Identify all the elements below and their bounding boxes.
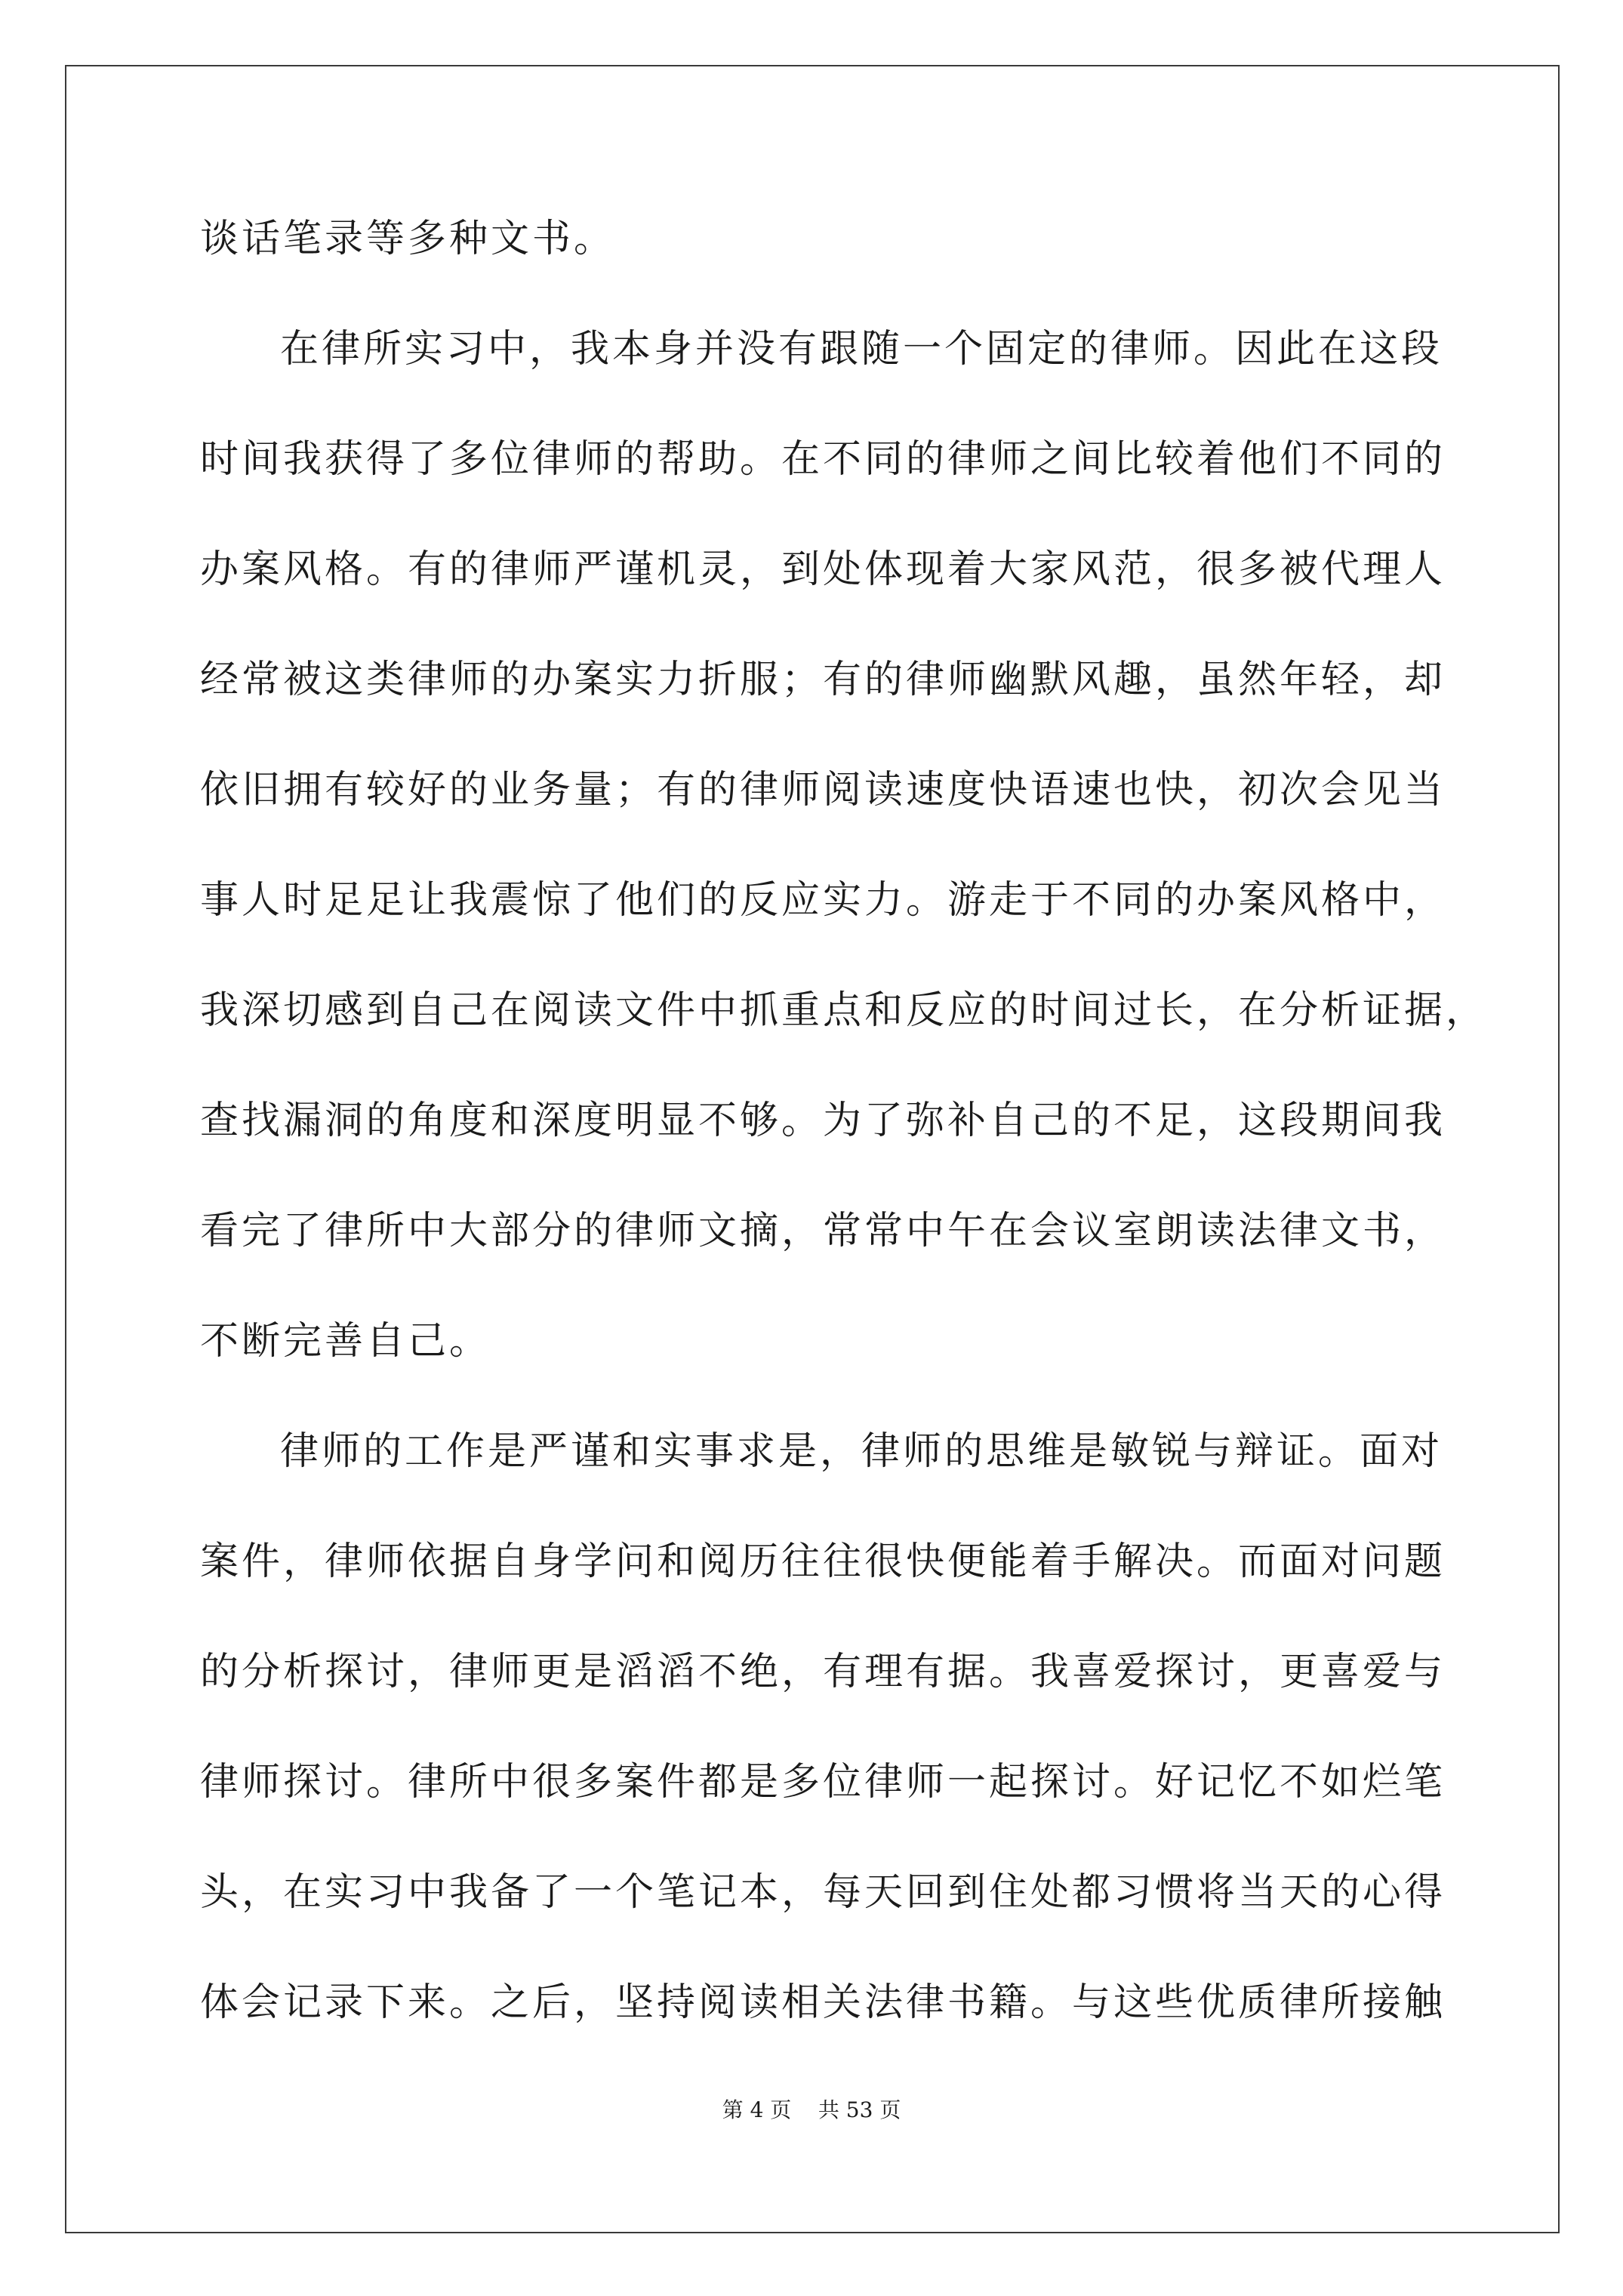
text-line: 的分析探讨，律师更是滔滔不绝，有理有据。我喜爱探讨，更喜爱与 — [200, 1650, 1446, 1694]
text-line: 办案风格。有的律师严谨机灵，到处体现着大家风范，很多被代理人 — [200, 547, 1446, 592]
text-line: 不断完善自己。 — [200, 1319, 491, 1364]
text-line: 我深切感到自己在阅读文件中抓重点和反应的时间过长，在分析证据， — [200, 988, 1488, 1033]
text-line: 看完了律所中大部分的律师文摘，常常中午在会议室朗读法律文书， — [200, 1209, 1446, 1253]
text-line: 查找漏洞的角度和深度明显不够。为了弥补自己的不足，这段期间我 — [200, 1099, 1446, 1143]
document-body — [200, 217, 1488, 2091]
text-line: 头，在实习中我备了一个笔记本，每天回到住处都习惯将当天的心得 — [200, 1870, 1446, 1915]
text-line: 律师探讨。律所中很多案件都是多位律师一起探讨。好记忆不如烂笔 — [200, 1760, 1446, 1804]
text-line: 经常被这类律师的办案实力折服；有的律师幽默风趣，虽然年轻，却 — [200, 658, 1446, 702]
text-line: 事人时足足让我震惊了他们的反应实力。游走于不同的办案风格中， — [200, 878, 1446, 923]
paragraph-first-line: 在律所实习中，我本身并没有跟随一个固定的律师。因此在这段 — [280, 327, 1443, 371]
text-line: 谈话笔录等多种文书。 — [200, 217, 616, 261]
paragraph-first-line: 律师的工作是严谨和实事求是，律师的思维是敏锐与辩证。面对 — [280, 1429, 1443, 1474]
text-line: 依旧拥有较好的业务量；有的律师阅读速度快语速也快，初次会见当 — [200, 768, 1446, 812]
text-line: 时间我获得了多位律师的帮助。在不同的律师之间比较着他们不同的 — [200, 437, 1446, 482]
text-line: 体会记录下来。之后，坚持阅读相关法律书籍。与这些优质律所接触 — [200, 1980, 1446, 2025]
text-line: 案件，律师依据自身学问和阅历往往很快便能着手解决。而面对问题 — [200, 1539, 1446, 1584]
page-number-footer: 第 4 页 共 53 页 — [722, 2097, 901, 2122]
